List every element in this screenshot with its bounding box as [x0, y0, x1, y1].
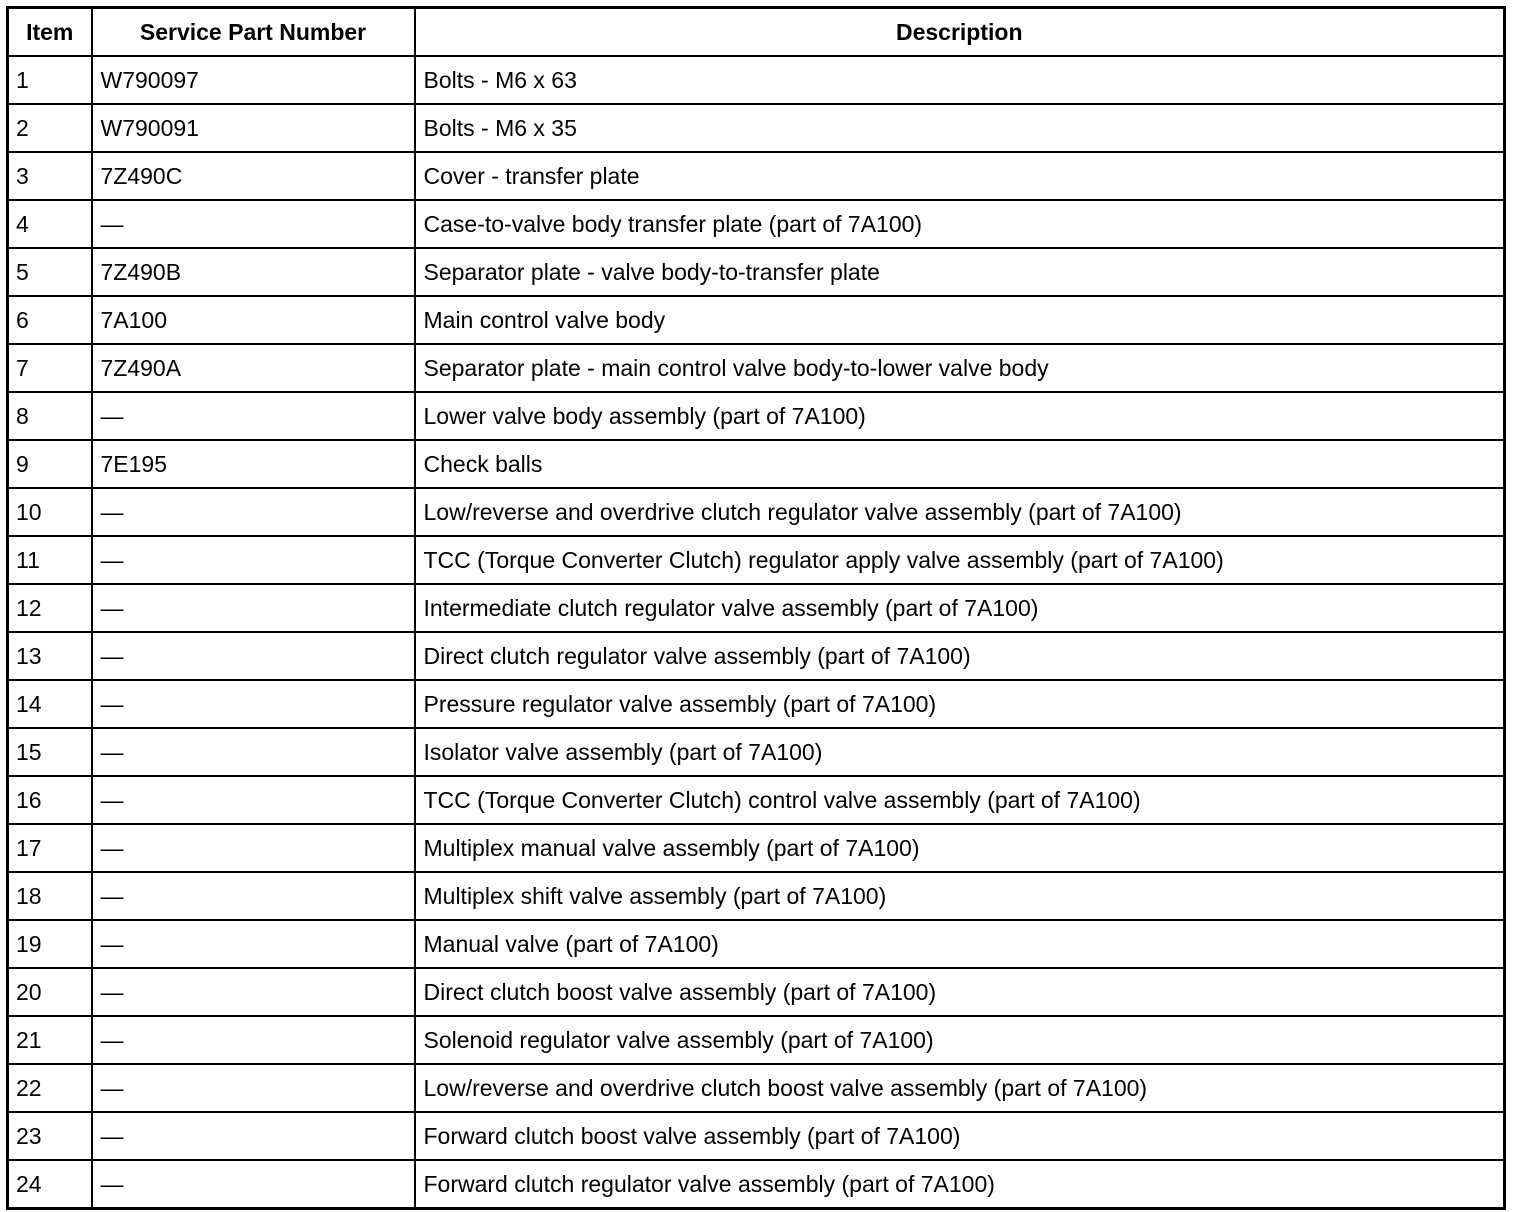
table-row [8, 728, 1505, 776]
description-cell: Separator plate - valve body-to-transfer plate [415, 248, 1505, 296]
part-number-cell: — [92, 1064, 415, 1112]
table-header-row [8, 8, 1505, 57]
description-cell: Forward clutch boost valve assembly (part of 7A100) [415, 1112, 1505, 1160]
table-row [8, 152, 1505, 200]
part-number-cell: — [92, 728, 415, 776]
table-row [8, 296, 1505, 344]
part-number-cell: — [92, 1160, 415, 1209]
description-cell: Manual valve (part of 7A100) [415, 920, 1505, 968]
item-cell: 1 [8, 56, 92, 104]
description-cell: Isolator valve assembly (part of 7A100) [415, 728, 1505, 776]
part-number-cell: — [92, 968, 415, 1016]
part-number-cell: — [92, 776, 415, 824]
item-cell: 15 [8, 728, 92, 776]
table-row [8, 968, 1505, 1016]
table-row [8, 1064, 1505, 1112]
description-cell: Check balls [415, 440, 1505, 488]
table-row [8, 344, 1505, 392]
part-number-cell: — [92, 392, 415, 440]
part-number-cell: — [92, 1112, 415, 1160]
column-header-service-part-number: Service Part Number [92, 8, 415, 57]
part-number-cell: W790097 [92, 56, 415, 104]
table-row [8, 248, 1505, 296]
item-cell: 20 [8, 968, 92, 1016]
item-cell: 12 [8, 584, 92, 632]
table-row [8, 872, 1505, 920]
description-cell: TCC (Torque Converter Clutch) control valve assembly (part of 7A100) [415, 776, 1505, 824]
table-row [8, 56, 1505, 104]
part-number-cell: — [92, 200, 415, 248]
description-cell: TCC (Torque Converter Clutch) regulator apply valve assembly (part of 7A100) [415, 536, 1505, 584]
part-number-cell: 7Z490B [92, 248, 415, 296]
item-cell: 16 [8, 776, 92, 824]
part-number-cell: 7E195 [92, 440, 415, 488]
part-number-cell: — [92, 584, 415, 632]
column-header-item: Item [8, 8, 92, 57]
part-number-cell: 7Z490A [92, 344, 415, 392]
description-cell: Case-to-valve body transfer plate (part of 7A100) [415, 200, 1505, 248]
table-row [8, 1112, 1505, 1160]
description-cell: Intermediate clutch regulator valve assembly (part of 7A100) [415, 584, 1505, 632]
table-row [8, 104, 1505, 152]
item-cell: 6 [8, 296, 92, 344]
table-row [8, 920, 1505, 968]
table-body [8, 56, 1505, 1209]
part-number-cell: 7Z490C [92, 152, 415, 200]
item-cell: 14 [8, 680, 92, 728]
description-cell: Multiplex manual valve assembly (part of 7A100) [415, 824, 1505, 872]
table-row [8, 488, 1505, 536]
item-cell: 9 [8, 440, 92, 488]
item-cell: 21 [8, 1016, 92, 1064]
table-row [8, 200, 1505, 248]
table-row [8, 632, 1505, 680]
item-cell: 3 [8, 152, 92, 200]
table-row [8, 392, 1505, 440]
part-number-cell: — [92, 680, 415, 728]
part-number-cell: — [92, 536, 415, 584]
table-row [8, 1160, 1505, 1209]
description-cell: Separator plate - main control valve body-to-lower valve body [415, 344, 1505, 392]
table-row [8, 776, 1505, 824]
item-cell: 8 [8, 392, 92, 440]
item-cell: 5 [8, 248, 92, 296]
description-cell: Main control valve body [415, 296, 1505, 344]
part-number-cell: — [92, 632, 415, 680]
item-cell: 18 [8, 872, 92, 920]
item-cell: 7 [8, 344, 92, 392]
description-cell: Bolts - M6 x 35 [415, 104, 1505, 152]
table-row [8, 440, 1505, 488]
description-cell: Direct clutch boost valve assembly (part of 7A100) [415, 968, 1505, 1016]
part-number-cell: — [92, 824, 415, 872]
item-cell: 2 [8, 104, 92, 152]
part-number-cell: — [92, 920, 415, 968]
part-number-cell: 7A100 [92, 296, 415, 344]
description-cell: Direct clutch regulator valve assembly (part of 7A100) [415, 632, 1505, 680]
item-cell: 23 [8, 1112, 92, 1160]
table-row [8, 536, 1505, 584]
item-cell: 10 [8, 488, 92, 536]
description-cell: Pressure regulator valve assembly (part of 7A100) [415, 680, 1505, 728]
item-cell: 19 [8, 920, 92, 968]
column-header-description: Description [415, 8, 1505, 57]
part-number-cell: W790091 [92, 104, 415, 152]
description-cell: Multiplex shift valve assembly (part of 7A100) [415, 872, 1505, 920]
description-cell: Cover - transfer plate [415, 152, 1505, 200]
part-number-cell: — [92, 488, 415, 536]
item-cell: 24 [8, 1160, 92, 1209]
item-cell: 22 [8, 1064, 92, 1112]
table-row [8, 824, 1505, 872]
parts-table [6, 6, 1506, 1210]
description-cell: Lower valve body assembly (part of 7A100) [415, 392, 1505, 440]
part-number-cell: — [92, 872, 415, 920]
item-cell: 13 [8, 632, 92, 680]
item-cell: 11 [8, 536, 92, 584]
part-number-cell: — [92, 1016, 415, 1064]
table-row [8, 584, 1505, 632]
description-cell: Low/reverse and overdrive clutch boost valve assembly (part of 7A100) [415, 1064, 1505, 1112]
description-cell: Bolts - M6 x 63 [415, 56, 1505, 104]
description-cell: Forward clutch regulator valve assembly (part of 7A100) [415, 1160, 1505, 1209]
description-cell: Low/reverse and overdrive clutch regulator valve assembly (part of 7A100) [415, 488, 1505, 536]
item-cell: 4 [8, 200, 92, 248]
description-cell: Solenoid regulator valve assembly (part of 7A100) [415, 1016, 1505, 1064]
table-row [8, 1016, 1505, 1064]
item-cell: 17 [8, 824, 92, 872]
table-row [8, 680, 1505, 728]
